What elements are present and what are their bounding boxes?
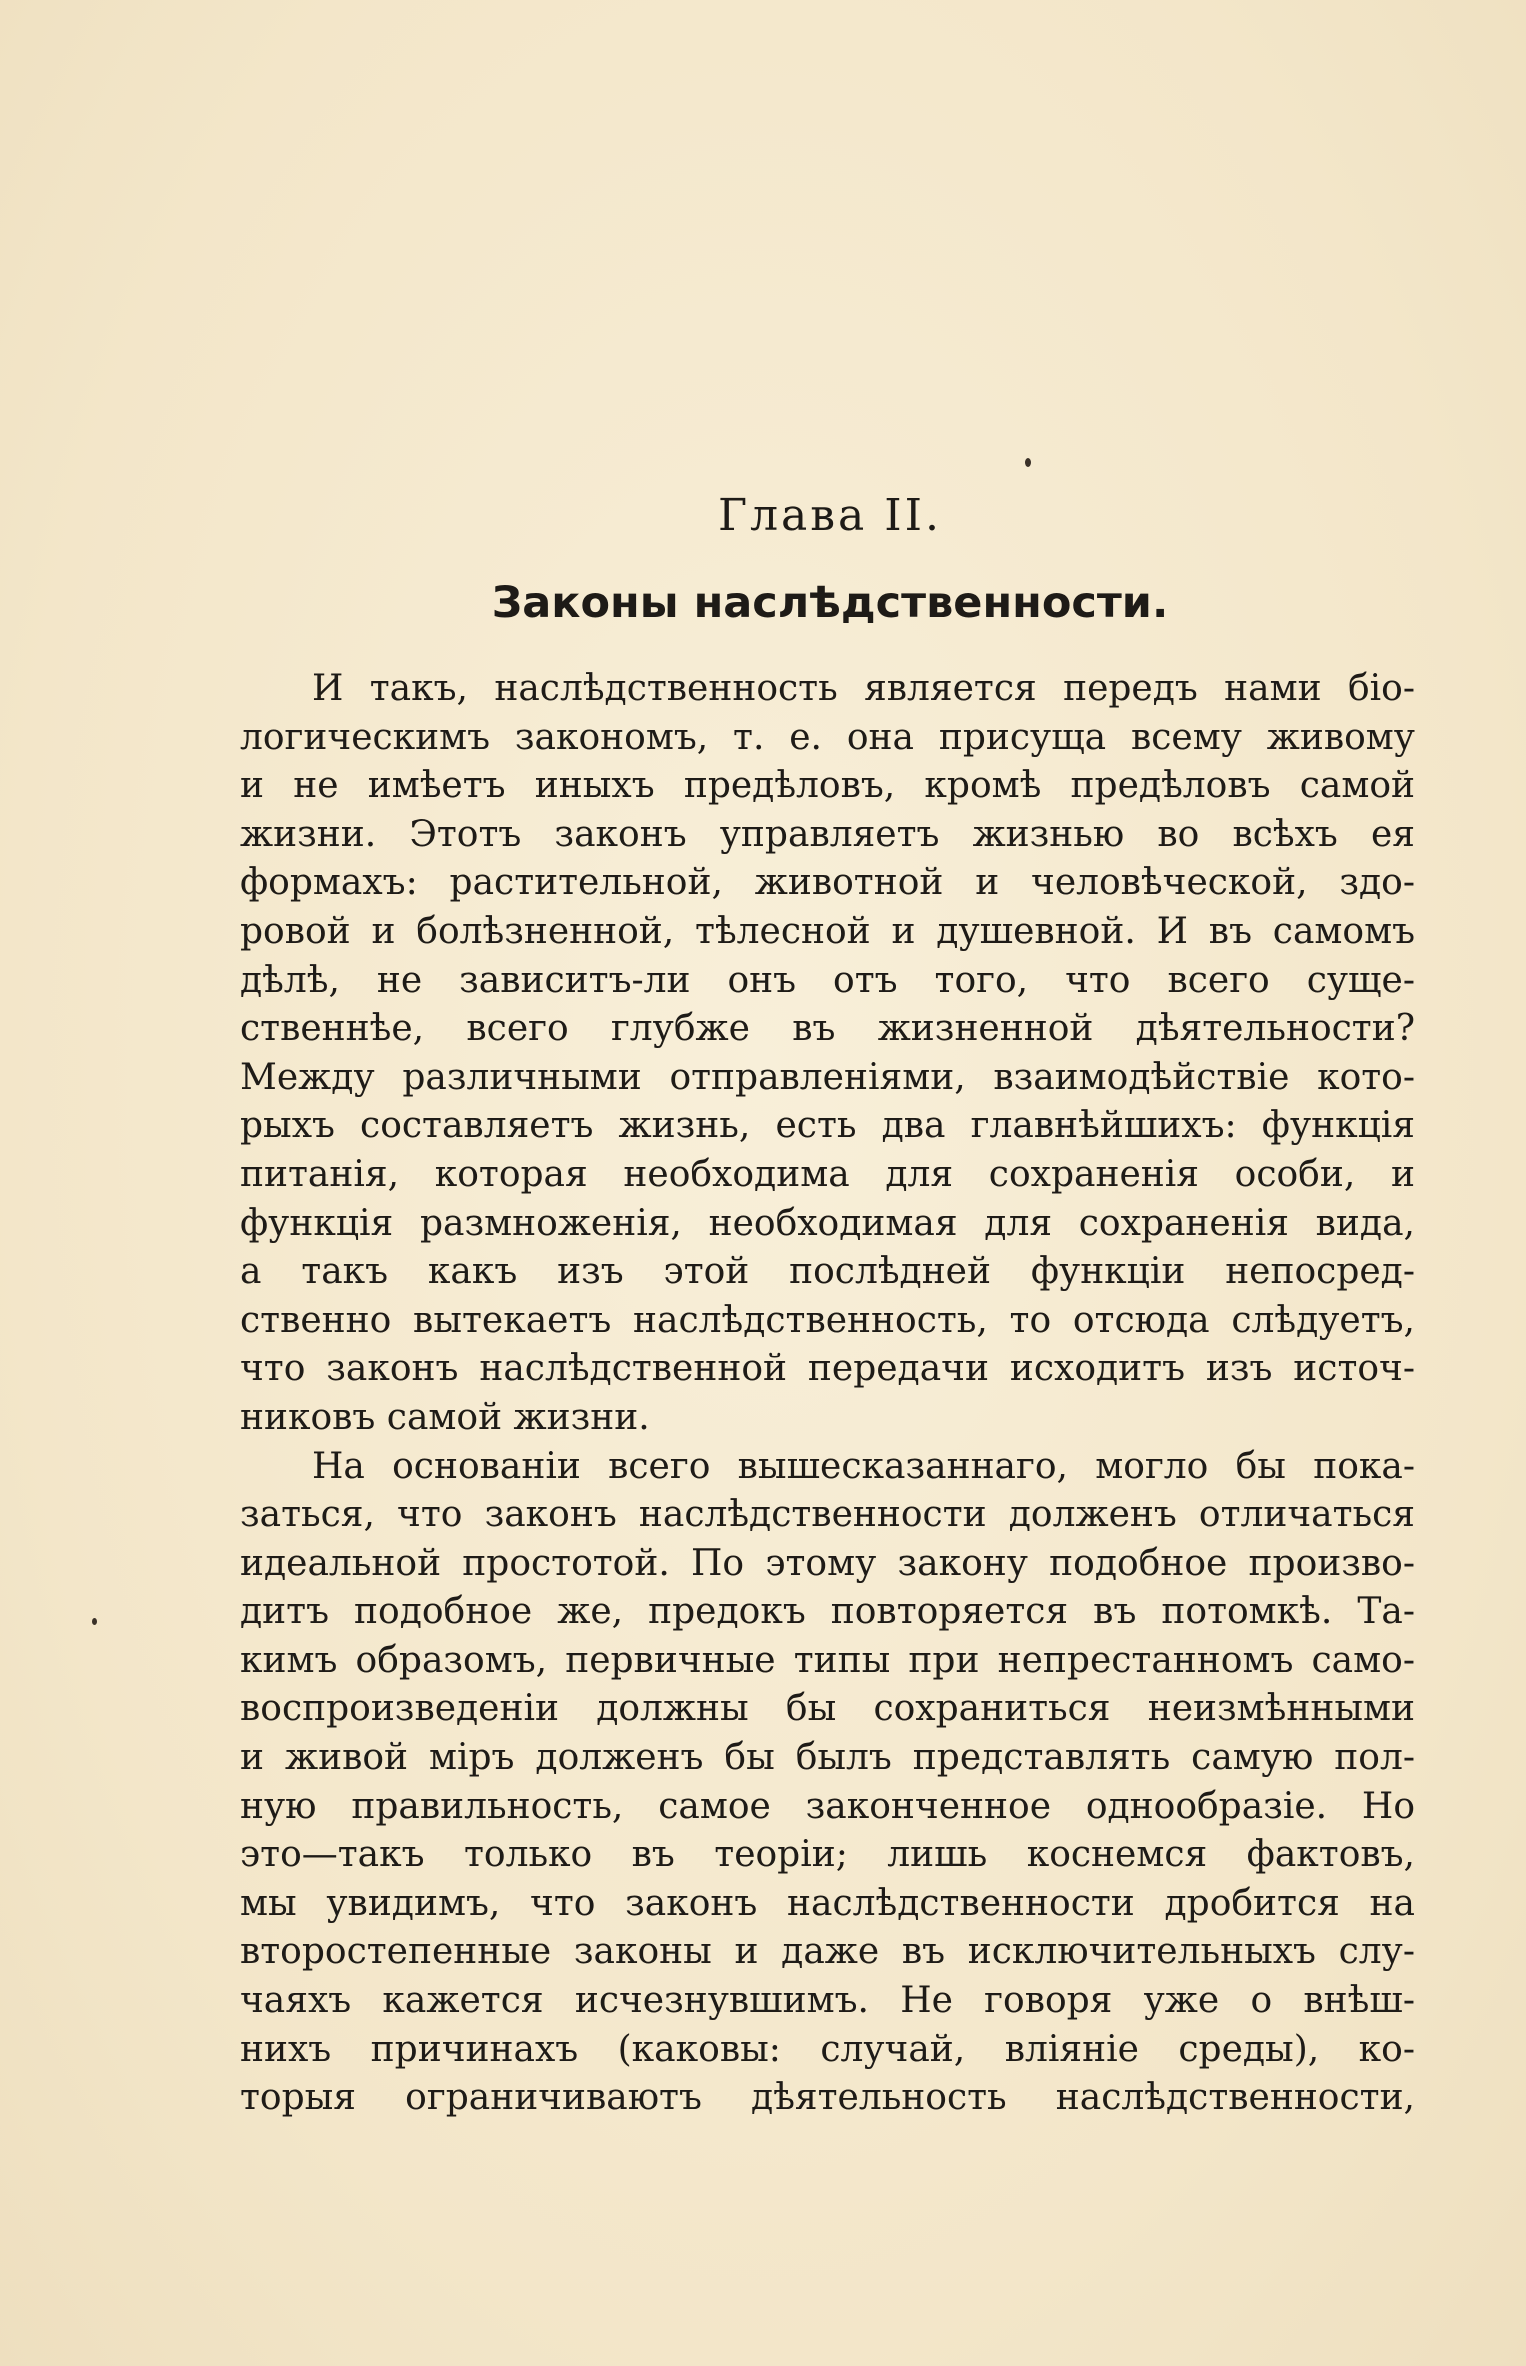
text-line: второстепенные законы и даже въ исключительныхъ слу-	[240, 1931, 1415, 1973]
text-line: жизни. Этотъ законъ управляетъ жизнью во всѣхъ ея	[240, 813, 1415, 855]
text-line: дитъ подобное же, предокъ повторяется въ потомкѣ. Та-	[240, 1591, 1415, 1633]
text-line: И такъ, наслѣдственность является передъ нами біо-	[312, 668, 1415, 709]
text-line: торыя ограничиваютъ дѣятельность наслѣдственности,	[240, 2077, 1415, 2119]
text-line: что законъ наслѣдственной передачи исходитъ изъ источ-	[240, 1348, 1415, 1390]
scan-speck	[1025, 458, 1031, 467]
text-line: и живой міръ долженъ бы былъ представлять самую пол-	[240, 1737, 1415, 1779]
text-line: а такъ какъ изъ этой послѣдней функціи непосред-	[240, 1251, 1415, 1293]
text-line: дѣлѣ, не зависитъ-ли онъ отъ того, что всего суще-	[240, 959, 1415, 1001]
text-line: функція размноженія, необходимая для сохраненія вида,	[240, 1202, 1415, 1244]
text-line: ственно вытекаетъ наслѣдственность, то отсюда слѣдуетъ,	[240, 1299, 1415, 1341]
text-line: ровой и болѣзненной, тѣлесной и душевной. И въ самомъ	[240, 910, 1415, 952]
text-line: идеальной простотой. По этому закону подобное произво-	[240, 1542, 1415, 1584]
text-line: логическимъ закономъ, т. е. она присуща всему живому	[240, 716, 1415, 758]
text-line: чаяхъ кажется исчезнувшимъ. Не говоря уже о внѣш-	[240, 1980, 1415, 2022]
text-line: кимъ образомъ, первичные типы при непрестанномъ само-	[240, 1639, 1415, 1681]
text-line: мы увидимъ, что законъ наслѣдственности дробится на	[240, 1882, 1415, 1924]
text-line: формахъ: растительной, животной и человѣческой, здо-	[240, 862, 1415, 904]
text-line: На основаніи всего вышесказаннаго, могло бы пока-	[312, 1445, 1415, 1487]
text-line: Между различными отправленіями, взаимодѣйствіе кото-	[240, 1056, 1415, 1098]
text-line: заться, что законъ наслѣдственности долженъ отличаться	[240, 1494, 1415, 1536]
text-line: и не имѣетъ иныхъ предѣловъ, кромѣ предѣловъ самой	[240, 765, 1415, 807]
body-text	[240, 665, 1415, 2123]
text-line: ственнѣе, всего глубже въ жизненной дѣятельности?	[240, 1008, 1415, 1050]
chapter-label: Глава II.	[717, 490, 943, 541]
text-line: это—такъ только въ теоріи; лишь коснемся фактовъ,	[240, 1834, 1415, 1876]
text-line: питанія, которая необходима для сохраненія особи, и	[240, 1153, 1415, 1195]
scan-speck	[92, 1618, 97, 1625]
text-line: воспроизведеніи должны бы сохраниться неизмѣнными	[240, 1688, 1415, 1730]
text-line: ную правильность, самое законченное однообразіе. Но	[240, 1785, 1415, 1827]
chapter-title: Законы наслѣдственности.	[491, 578, 1169, 628]
text-line: рыхъ составляетъ жизнь, есть два главнѣйшихъ: функція	[240, 1105, 1415, 1147]
text-line: нихъ причинахъ (каковы: случай, вліяніе среды), ко-	[240, 2028, 1415, 2070]
text-line: никовъ самой жизни.	[240, 1396, 650, 1438]
